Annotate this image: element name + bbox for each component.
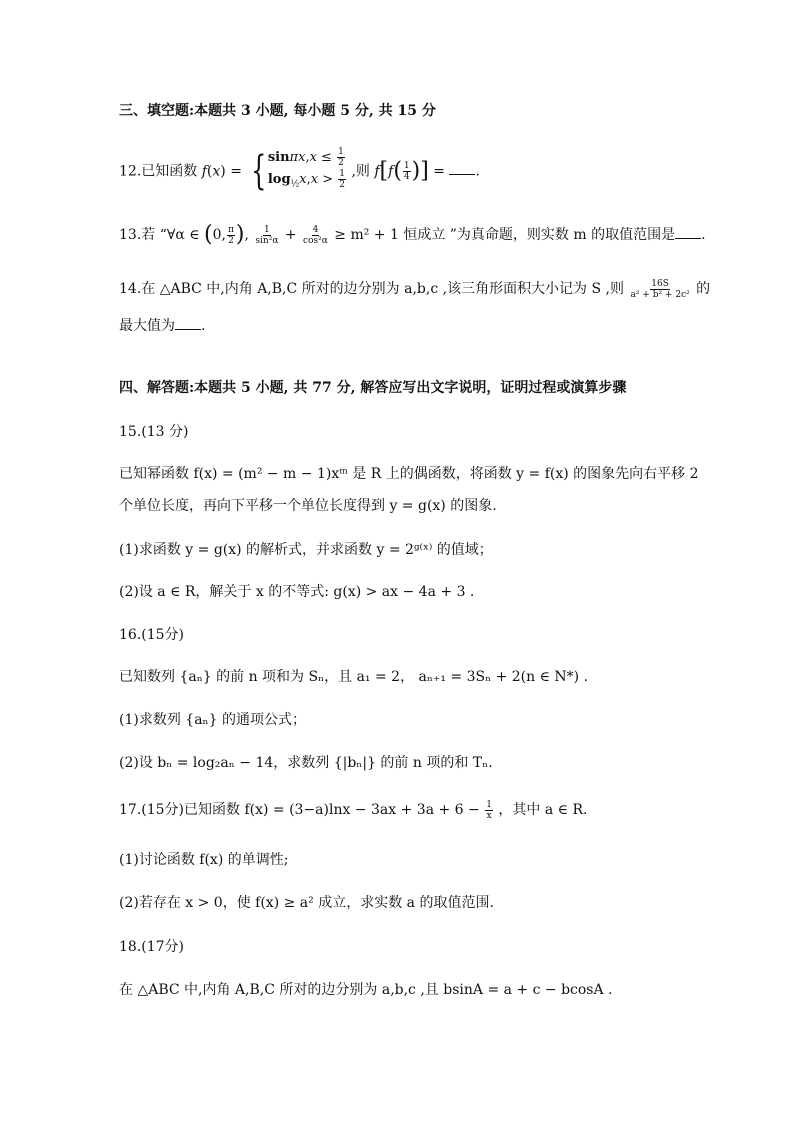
question-12: 12.已知函数 f(x) = { sinπx,x ≤ $\frac{1}{2}$ $\log_{\frac{1}{2}}x,x$ > $\frac{1}{2}$ ,则 f[f( $\frac{1}{4}$ )] = . [119,147,480,195]
question-14: 14.在 △ABC 中,内角 A,B,C 所对的边分别为 a,b,c ,该三角形面积大小记为 S ,则 $\frac{16S}{\text{a² + b² + 2c²}}$ 的 [119,278,711,300]
section-3-title: 三、填空题:本题共 3 小题, 每小题 5 分, 共 15 分 [119,103,436,119]
answer-blank [175,317,201,330]
q14-fraction: $\frac{16S}{\text{a² + b² + 2c²}}$ [630,278,690,300]
q15-paragraph-1: 已知幂函数 f(x) = (m² − m − 1)xᵐ 是 R 上的偶函数，将函数 y = f(x) 的图象先向右平移 2 [119,466,699,482]
q16-subquestion-2: (2)设 bₙ = log₂aₙ − 14，求数列 {|bₙ|} 的前 n 项的和 Tₙ. [119,755,493,771]
answer-blank [675,226,701,239]
question-13: 13.若 “∀α ∈ (0, $\frac{\pi}{2}$ ), $\frac{1}{\text{sin²α}}$ + $\frac{4}{\text{cos²α}}$ ≥ m² + 1 恒成立 ”为真命题，则实数 m 的取值范围是 . [119,222,706,247]
section-4-title: 四、解答题:本题共 5 小题, 共 77 分, 解答应写出文字说明，证明过程或演算步骤 [119,380,627,396]
q16-paragraph-1: 已知数列 {aₙ} 的前 n 项和为 Sₙ，且 a₁ = 2， aₙ₊₁ = 3Sₙ + 2(n ∈ N*) . [119,669,589,685]
q15-subquestion-1: (1)求函数 y = g(x) 的解析式，并求函数 y = 2ᵍ⁽ˣ⁾ 的值域； [119,542,493,558]
q18-paragraph-1: 在 △ABC 中,内角 A,B,C 所对的边分别为 a,b,c ,且 bsinA = a + c − bcosA . [119,982,613,998]
question-14-cont: 最大值为 . [119,318,206,334]
q12-prefix: 12.已知函数 [119,163,198,180]
q15-head: 15.(13 分) [119,424,189,440]
question-17: 17.(15分)已知函数 f(x) = (3−a)lnx − 3ax + 3a + 6 − $\frac{1}{x}$ ，其中 a ∈ R. [119,799,588,821]
q18-head: 18.(17分) [119,939,185,955]
q15-subquestion-2: (2)设 a ∈ R，解关于 x 的不等式: g(x) > ax − 4a + 3 . [119,584,475,600]
q12-piecewise: sinπx,x ≤ $\frac{1}{2}$ $\log_{\frac{1}{2}}x,x$ > $\frac{1}{2}$ [267,147,345,190]
answer-blank [449,162,475,175]
q15-paragraph-2: 个单位长度，再向下平移一个单位长度得到 y = g(x) 的图象. [119,498,497,514]
q16-subquestion-1: (1)求数列 {aₙ} 的通项公式； [119,712,306,728]
q16-head: 16.(15分) [119,627,185,643]
q17-subquestion-2: (2)若存在 x > 0，使 f(x) ≥ a² 成立，求实数 a 的取值范围. [119,895,494,911]
q17-subquestion-1: (1)讨论函数 f(x) 的单调性; [119,852,289,868]
